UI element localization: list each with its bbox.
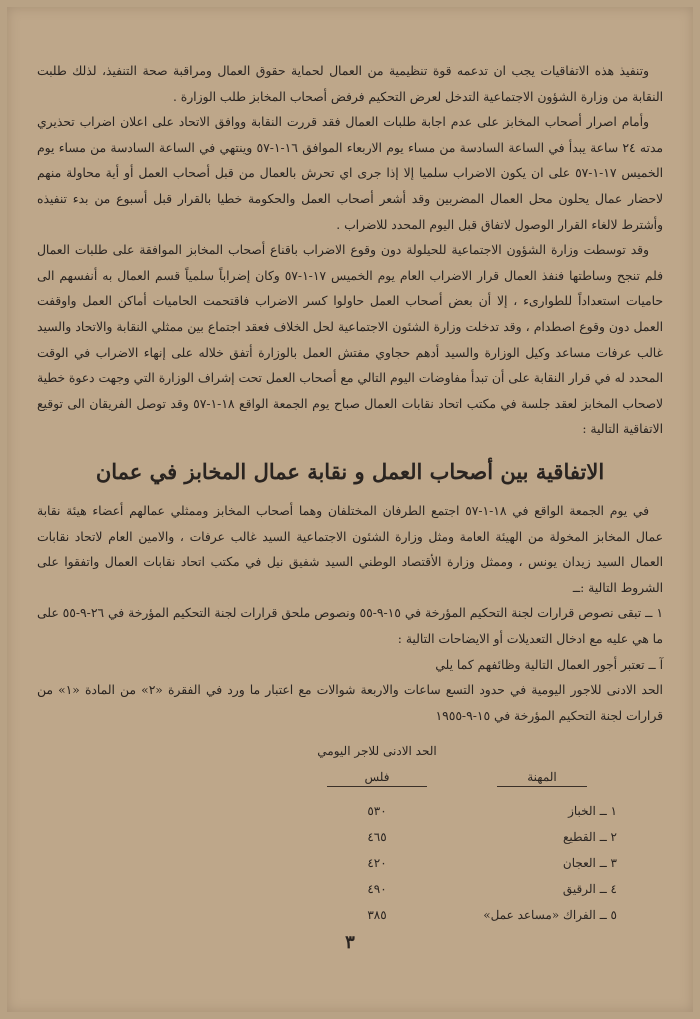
wage-value: ٥٣٠ — [367, 804, 387, 818]
agreement-title: الاتفاقية بين أصحاب العمل و نقابة عمال المخابز في عمان — [95, 459, 605, 484]
wage-table-title: الحد الادنى للاجر اليومي — [317, 744, 437, 758]
page-number: ٣ — [345, 932, 355, 953]
wage-value: ٤٩٠ — [367, 882, 387, 896]
job-name: ٣ ــ العجان — [562, 856, 617, 870]
intro-paragraph: وأمام اصرار أصحاب المخابز على عدم اجابة طلبات العمال فقد قررت النقابة ووافق الاتحاد على اعلان اضراب تحذيري مدته ٢٤ ساعة يبدأ في الساعة السادسة من مساء يوم الاربعاء الموافق ١٦-١-٥٧ وينتهي في الساعة السادسة من مساء يوم الخميس ١٧-١-٥٧ على ان يكون الاضراب سلميا إلا إذا جرى اي تحرش بالعمال من قبل أصحاب العمل أو أية محاولة منهم لاحضار عمال يحلون محل العمال المضربين وقد أشعر أصحاب العمل والحكومة خطيا بالقرار قبل أسبوع من بدء تنفيذه وأشترط لالغاء القرار الوصول لاتفاق قبل اليوم المحدد للاضراب . — [37, 115, 663, 232]
document-page — [7, 7, 693, 1012]
wage-value: ٤٦٥ — [367, 830, 387, 844]
agreement-section — [37, 499, 663, 729]
clause-a: آ ــ تعتبر أجور العمال التالية وظائفهم كما يلي — [435, 657, 663, 672]
column-header-fils: فلس — [327, 770, 427, 787]
table-row — [307, 882, 617, 904]
job-name: ١ ــ الخباز — [568, 804, 617, 818]
table-row — [307, 856, 617, 878]
wage-value: ٤٢٠ — [367, 856, 387, 870]
table-row — [307, 830, 617, 852]
table-row — [307, 908, 617, 930]
intro-section — [37, 59, 663, 443]
wage-value: ٣٨٥ — [367, 908, 387, 922]
intro-paragraph: وقد توسطت وزارة الشؤون الاجتماعية للحيلولة دون وقوع الاضراب باقناع أصحاب المخابز الموافقة على طلبات العمال فلم تنجح وساطتها فنفذ العمال قرار الاضراب العام يوم الخميس ١٧-١-٥٧ وكان إضراباً سلمياً قسم العمال به أنفسهم الى حاميات استعداداً للطوارىء ، إلا أن بعض أصحاب العمل حاولوا كسر الاضراب فاقتحمت الحاميات أماكن العمل واوقفت العمل دون وقوع اصطدام ، وقد تدخلت وزارة الشئون الاجتماعية لحل الخلاف فعقد اجتماع بين ممثلي النقابة والاتحاد والسيد غالب عرفات مساعد وكيل الوزارة والسيد أدهم حجاوي مفتش العمل بالوزارة أتفق خلاله على إنهاء الاضراب في الوقت المحدد له في قرار النقابة على أن تبدأ مفاوضات اليوم التالي مع أصحاب العمل تحت إشراف الوزارة التي وجهت دعوة خطية لاصحاب المخابز لعقد جلسة في مكتب اتحاد نقابات العمال صباح يوم الجمعة الواقع ١٨-١-٥٧ وقد توصل الفريقان الى توقيع الاتفاقية التالية : — [37, 243, 663, 437]
job-name: ٤ ــ الرقيق — [562, 882, 617, 896]
table-row — [307, 804, 617, 826]
intro-paragraph: وتنفيذ هذه الاتفاقيات يجب ان تدعمه قوة تنظيمية من العمال لحماية حقوق العمال ومراقبة صحة التنفيذ، لذلك طلبت النقابة من وزارة الشؤون الاجتماعية التدخل لعرض التحكيم فرفض أصحاب المخابز طلب الوزارة . — [37, 64, 663, 104]
job-name: ٥ ــ الفراك «مساعد عمل» — [483, 908, 617, 922]
job-name: ٢ ــ القطيع — [562, 830, 617, 844]
clause-min-wage: الحد الادنى للاجور اليومية في حدود التسع ساعات والاربعة شوالات مع اعتبار ما ورد في الفقرة «٢» من المادة «١» من قرارات لجنة التحكيم المؤرخة في ١٥-٩-١٩٥٥ — [37, 683, 663, 723]
clause-1: ١ ــ تبقى نصوص قرارات لجنة التحكيم المؤرخة في ١٥-٩-٥٥ ونصوص ملحق قرارات لجنة التحكيم المؤرخة في ٢٦-٩-٥٥ على ما هي عليه مع ادخال التعديلات أو الايضاحات التالية : — [37, 606, 663, 646]
column-header-job: المهنة — [497, 770, 587, 787]
agreement-paragraph: في يوم الجمعة الواقع في ١٨-١-٥٧ اجتمع الطرفان المختلفان وهما أصحاب المخابز وممثلي عمالهم أعضاء هيئة نقابة عمال المخابز المخولة من الهيئة العامة ومثل وزارة الشئون الاجتماعية السيد غالب عرفات ، والامين العام لاتحاد نقابات العمال السيد زيدان يونس ، وممثل وزارة الأقتصاد الوطني السيد شفيق نيل في مكتب اتحاد نقابات العمال واتفقوا على الشروط التالية :ــ — [37, 504, 663, 595]
